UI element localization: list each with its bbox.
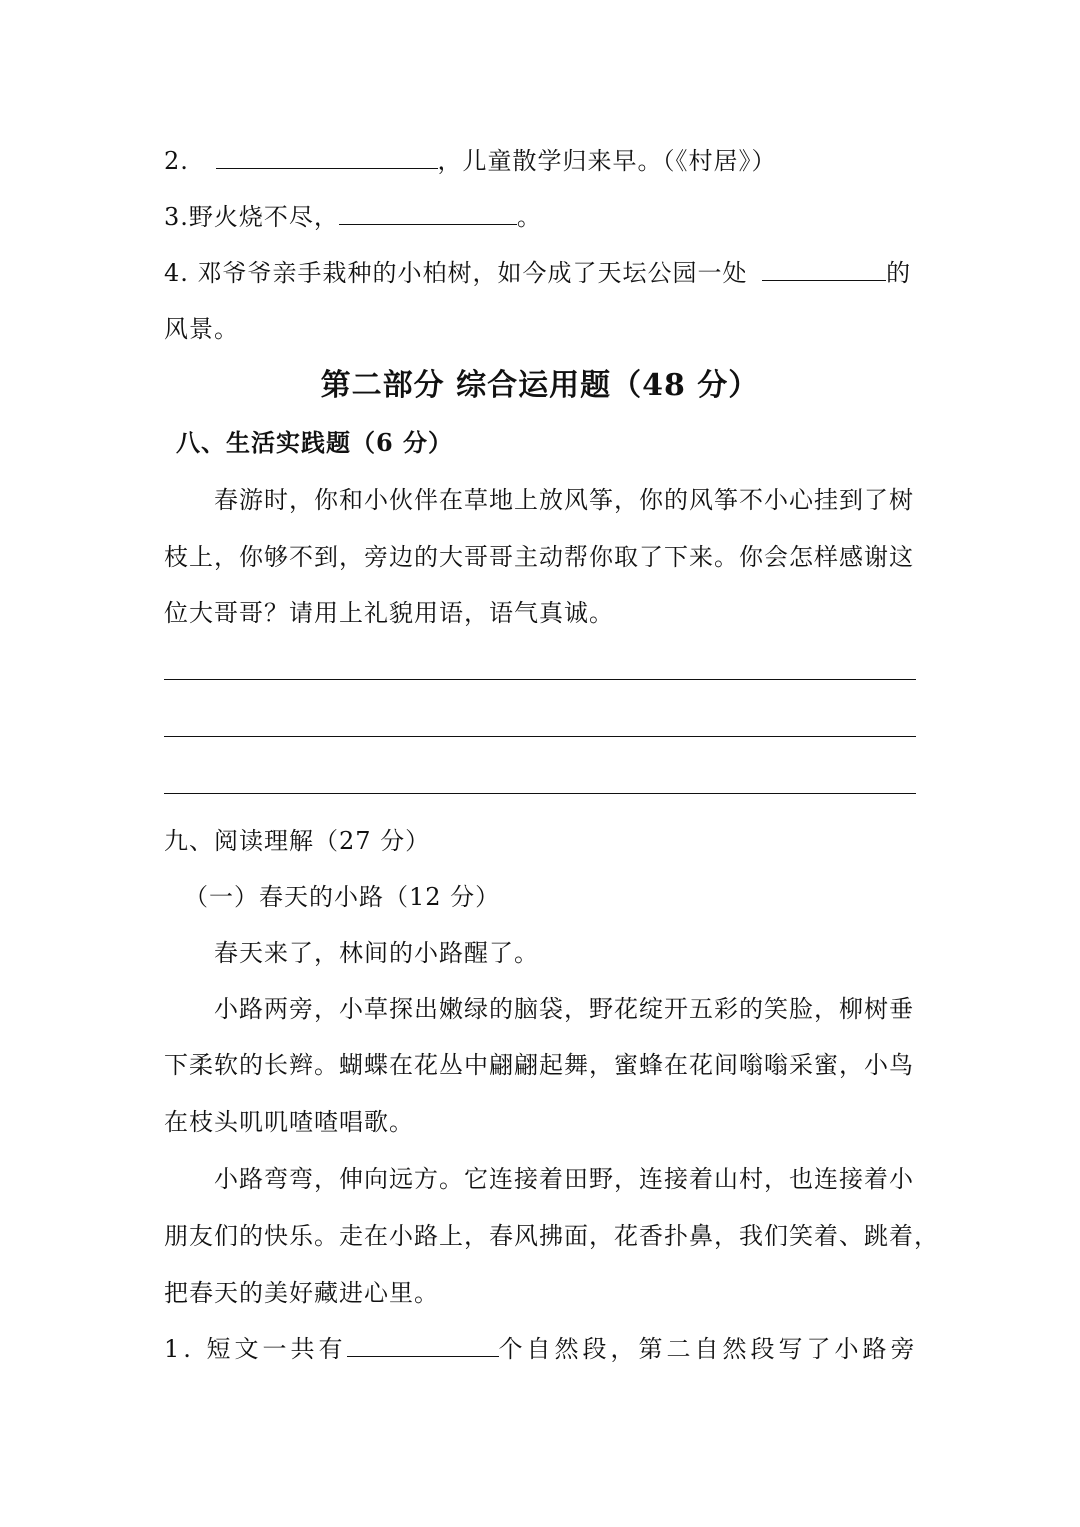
question-3-tail: 。: [516, 203, 542, 231]
question-4-line2: 风景。: [164, 315, 239, 343]
passage-para-2-line-1: 小路两旁，小草探出嫩绿的脑袋，野花绽开五彩的笑脸，柳树垂: [214, 995, 914, 1023]
passage-para-3-line-3: 把春天的美好藏进心里。: [164, 1279, 439, 1307]
passage-para-3-line-2: 朋友们的快乐。走在小路上，春风拂面，花香扑鼻，我们笑着、跳着，: [164, 1222, 939, 1250]
question-2-number: 2.: [164, 147, 189, 175]
question-3: [164, 202, 542, 232]
question-2: [164, 146, 777, 176]
section-8-para-line-3: 位大哥哥？请用上礼貌用语，语气真诚。: [164, 599, 614, 627]
passage-para-2-line-3: 在枝头叽叽喳喳唱歌。: [164, 1108, 414, 1136]
answer-blank-reading-q1[interactable]: [347, 1334, 499, 1357]
reading-question-1-tail: 个自然段，第二自然段写了小路旁: [498, 1335, 919, 1363]
part-2-title: 第二部分 综合运用题（48 分）: [320, 368, 760, 403]
passage-para-1: 春天来了，林间的小路醒了。: [214, 939, 539, 967]
answer-blank-q3[interactable]: [339, 202, 517, 225]
answer-line-3[interactable]: [164, 793, 916, 794]
answer-line-2[interactable]: [164, 736, 916, 737]
passage-para-2-line-2: 下柔软的长辫。蝴蝶在花丛中翩翩起舞，蜜蜂在花间嗡嗡采蜜，小鸟: [164, 1051, 914, 1079]
section-8-para-line-1: 春游时，你和小伙伴在草地上放风筝，你的风筝不小心挂到了树: [214, 486, 914, 514]
answer-line-1[interactable]: [164, 679, 916, 680]
section-8-heading: 八、生活实践题（6 分）: [176, 428, 454, 457]
section-9-heading: 九、阅读理解（27 分）: [164, 827, 431, 855]
question-4-tail: 的: [886, 259, 912, 287]
answer-blank-q4[interactable]: [762, 258, 886, 281]
question-2-text: ，儿童散学归来早。（《村居》）: [437, 147, 777, 175]
answer-blank-q2[interactable]: [216, 146, 438, 169]
question-4-text: 4. 邓爷爷亲手栽种的小柏树，如今成了天坛公园一处: [164, 259, 748, 287]
section-9-sub-heading: （一）春天的小路（12 分）: [184, 883, 501, 911]
question-3-text: 3.野火烧不尽，: [164, 203, 339, 231]
passage-para-3-line-1: 小路弯弯，伸向远方。它连接着田野，连接着山村，也连接着小: [214, 1165, 914, 1193]
question-4: [164, 258, 911, 288]
reading-question-1: [164, 1334, 919, 1364]
reading-question-1-text: 1. 短文一共有: [164, 1335, 347, 1363]
section-8-para-line-2: 枝上，你够不到，旁边的大哥哥主动帮你取了下来。你会怎样感谢这: [164, 543, 914, 571]
